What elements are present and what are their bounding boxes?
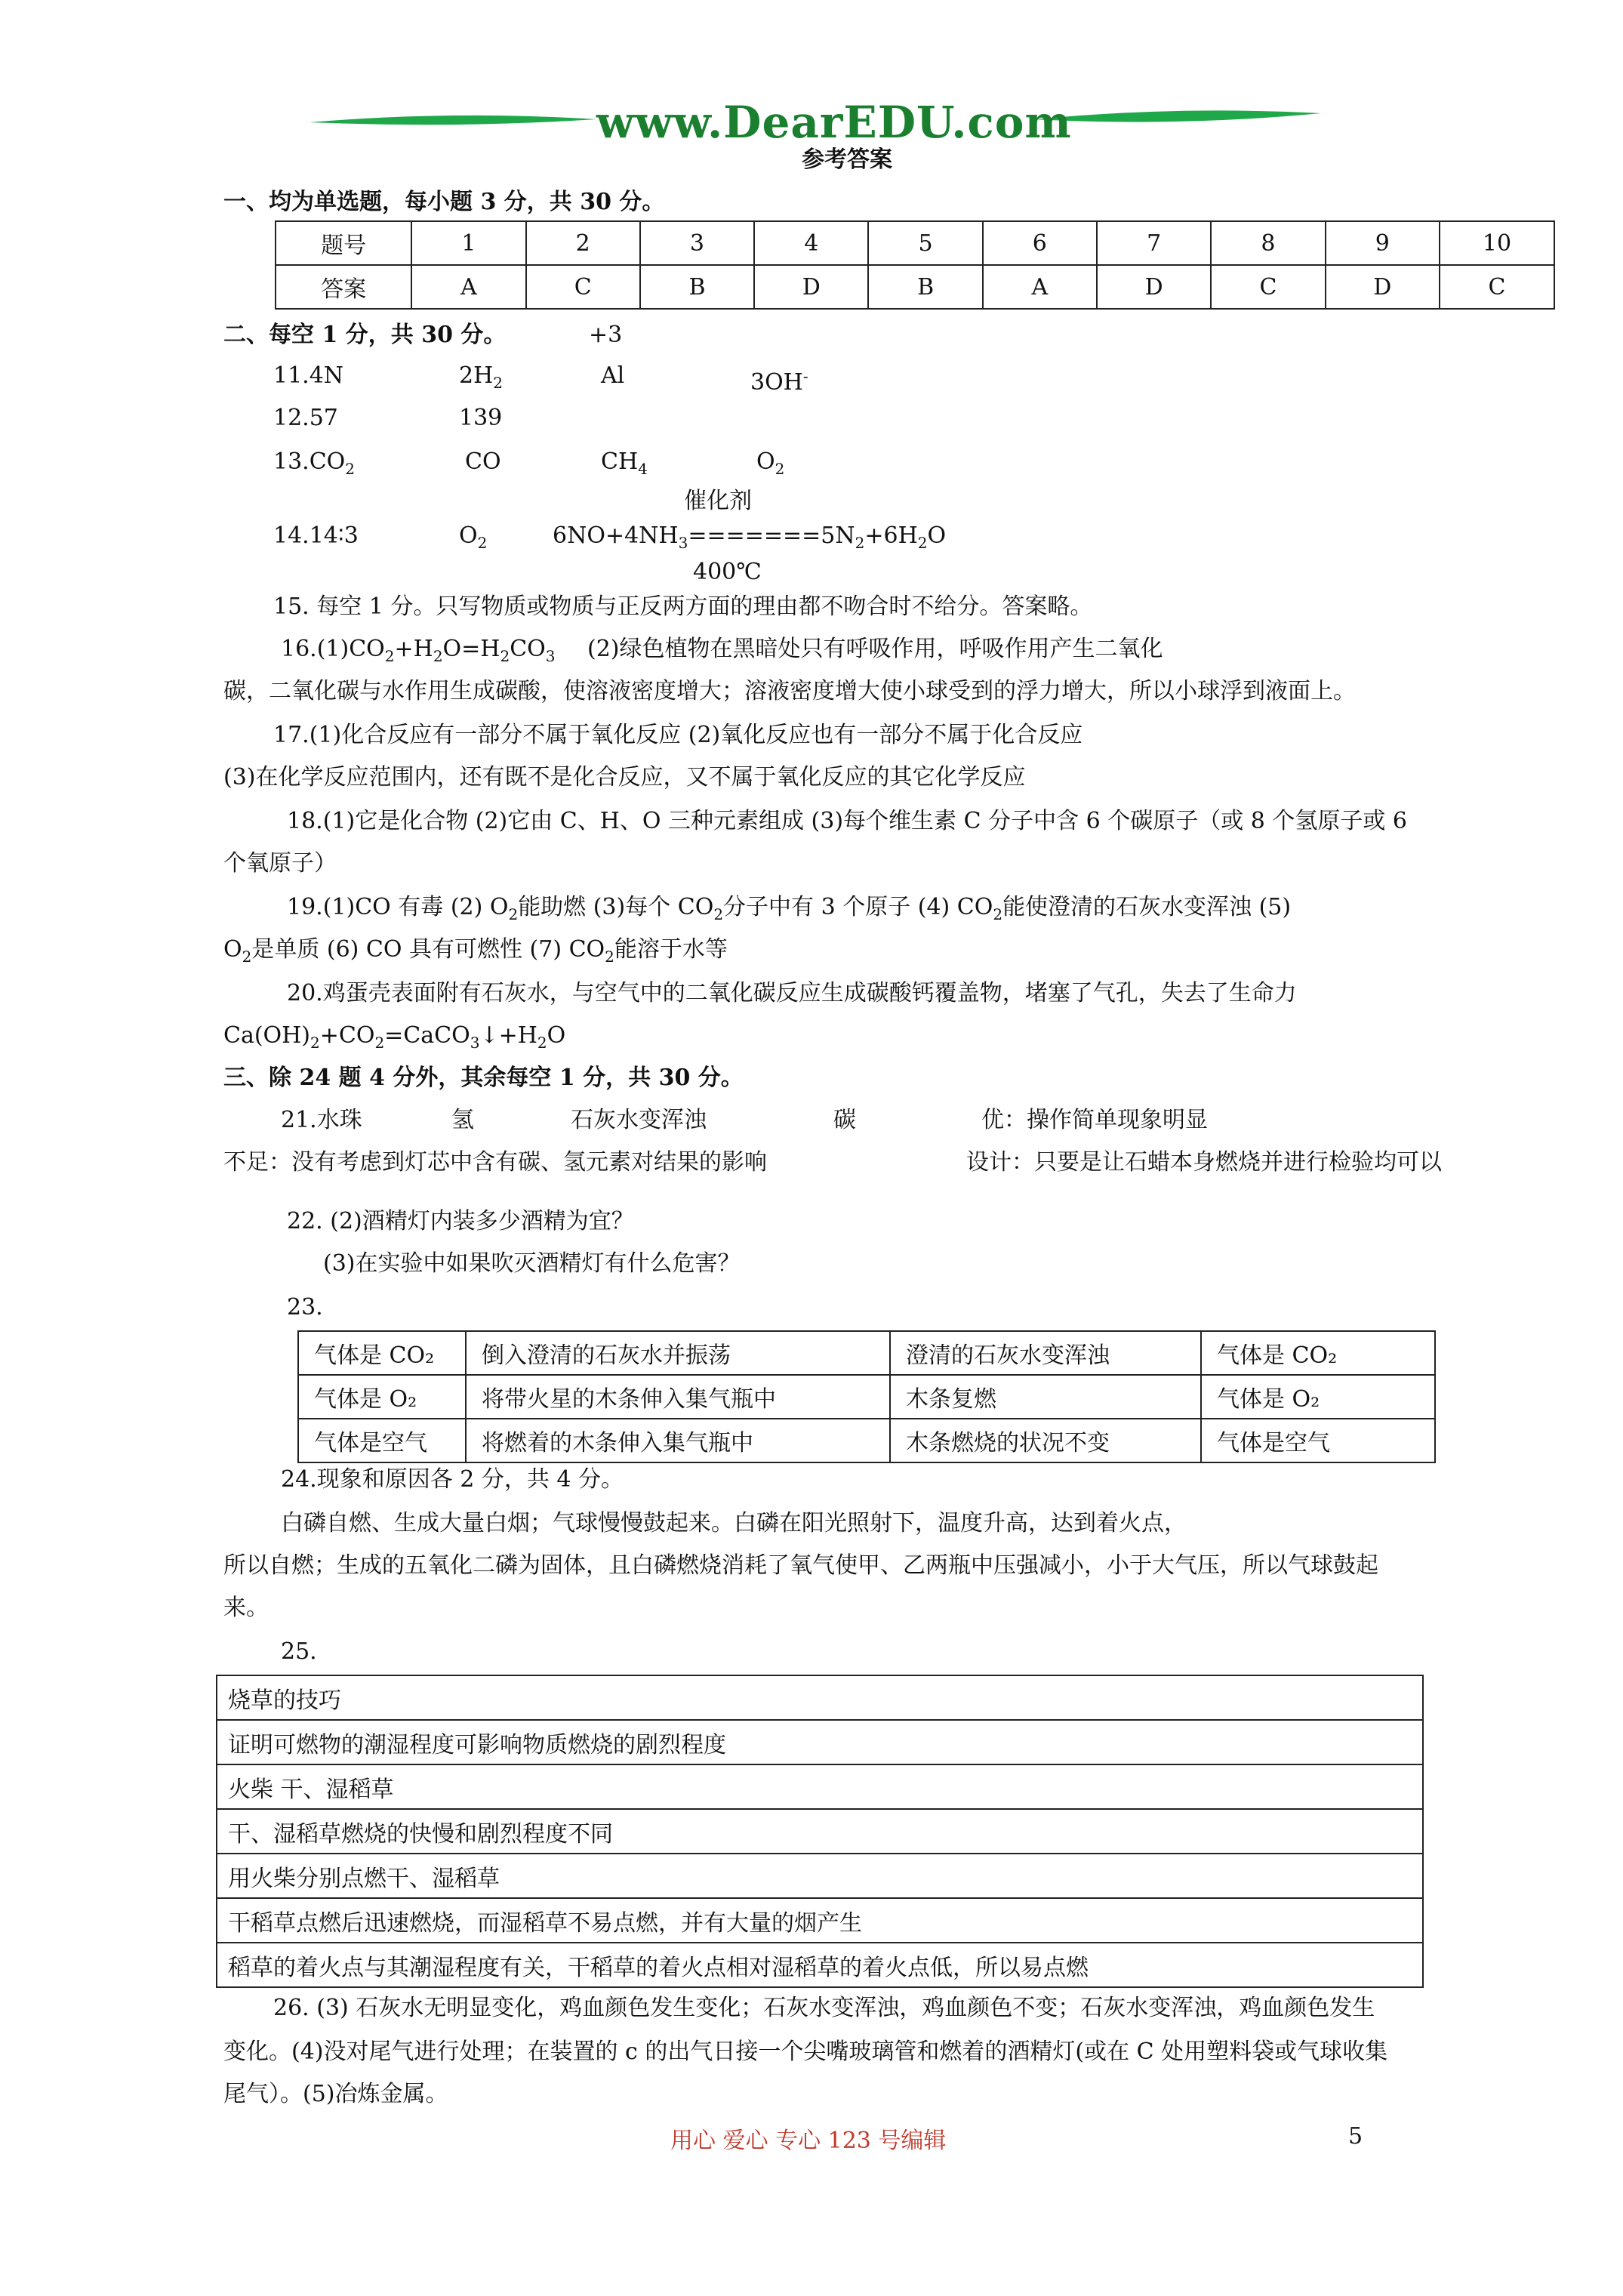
row-label-number: 题号 (276, 221, 411, 265)
table-cell: 木条复燃 (890, 1375, 1201, 1419)
table-row (298, 1375, 1435, 1419)
answer-text: Ca(OH) (223, 1022, 311, 1049)
subscript: 2 (345, 460, 355, 478)
subscript: 2 (242, 948, 252, 966)
row-label-answer: 答案 (276, 265, 411, 309)
answer-11 (273, 361, 343, 391)
answer-13-o2 (756, 447, 784, 484)
answer-text: 19.(1)CO 有毒 (2) O (287, 894, 509, 920)
answer-13 (273, 447, 355, 484)
table-row (217, 1809, 1423, 1854)
table-cell: 澄清的石灰水变浑浊 (890, 1331, 1201, 1375)
answer-23-label: 23. (287, 1294, 323, 1321)
answer-19-line1 (287, 892, 1291, 929)
answer-text: CH (601, 448, 639, 475)
answer-26-line2: 变化。(4)没对尾气进行处理；在装置的 c 的出气日接一个尖嘴玻璃管和燃着的酒精灯(或在 C 处用塑料袋或气球收集 (223, 2039, 1388, 2065)
answer-13-ch4 (601, 447, 648, 484)
answer-14: 14.14∶3 (273, 522, 359, 549)
answer-text: 能使澄清的石灰水变浑浊 (5) (1002, 894, 1292, 920)
answer-16-line1 (281, 634, 555, 671)
subscript: 2 (384, 647, 395, 665)
valence-mark: +3 (589, 322, 623, 348)
answer-text: 11.4N (273, 362, 344, 389)
answer-17-line1: 17.(1)化合反应有一部分不属于氧化反应 (2)氧化反应也有一部分不属于化合反应 (273, 722, 1083, 748)
subscript: 2 (493, 374, 503, 392)
answer-text: O (223, 936, 242, 963)
answer-25-table (216, 1675, 1424, 1988)
header-swoosh-right (1034, 104, 1321, 134)
table-row (217, 1943, 1423, 1987)
table-cell: 气体是空气 (1201, 1419, 1435, 1462)
question-number: 3 (640, 221, 754, 265)
table-cell: 气体是 O₂ (298, 1375, 466, 1419)
answer-text: +CO (319, 1022, 375, 1049)
table-row (217, 1764, 1423, 1809)
subscript: 2 (374, 1034, 385, 1052)
table-cell: 气体是空气 (298, 1419, 466, 1462)
table-cell: 倒入澄清的石灰水并振荡 (466, 1331, 890, 1375)
answer-cell: C (1211, 265, 1325, 309)
answer-text: =======5N (688, 522, 855, 549)
answer-text: O (459, 522, 478, 549)
table-cell: 用火柴分别点燃干、湿稻草 (217, 1854, 1423, 1898)
subscript: 2 (477, 534, 488, 552)
answer-15: 15. 每空 1 分。只写物质或物质与正反两方面的理由都不吻合时不给分。答案略。 (273, 593, 1093, 620)
answer-22-b: (3)在实验中如果吹灭酒精灯有什么危害？ (323, 1250, 741, 1277)
answer-text: 分子中有 3 个原子 (4) CO (723, 894, 993, 920)
table-cell: 木条燃烧的状况不变 (890, 1419, 1201, 1462)
question-number: 4 (754, 221, 868, 265)
answer-21-line2b: 设计：只要是让石蜡本身燃烧并进行检验均可以 (966, 1149, 1442, 1176)
answer-cell: C (526, 265, 640, 309)
subscript: 2 (500, 647, 510, 665)
answer-cell: B (640, 265, 754, 309)
subscript: 2 (310, 1034, 320, 1052)
answer-text: 是单质 (6) CO 具有可燃性 (7) CO (251, 936, 605, 963)
answer-22-a: 22. (2)酒精灯内装多少酒精为宜？ (287, 1208, 634, 1234)
subscript: 2 (855, 534, 865, 552)
answer-24-line2: 白磷自燃、生成大量白烟；气球慢慢鼓起来。白磷在阳光照射下，温度升高，达到着火点， (281, 1510, 1187, 1536)
table-cell: 将燃着的木条伸入集气瓶中 (466, 1419, 890, 1462)
answer-text: +6H (864, 522, 918, 549)
table-row (298, 1331, 1435, 1375)
table-cell: 稻草的着火点与其潮湿程度有关，干稻草的着火点相对湿稻草的着火点低，所以易点燃 (217, 1943, 1423, 1987)
question-number: 10 (1440, 221, 1554, 265)
answer-12-b: 139 (459, 405, 503, 431)
subscript: 2 (917, 534, 928, 552)
page-number: 5 (1348, 2123, 1363, 2150)
answer-21-line2a: 不足：没有考虑到灯芯中含有碳、氢元素对结果的影响 (223, 1149, 767, 1176)
table-cell: 证明可燃物的潮湿程度可影响物质燃烧的剧烈程度 (217, 1720, 1423, 1764)
question-number: 1 (411, 221, 525, 265)
answer-14-o2 (459, 521, 487, 558)
answer-cell: C (1440, 265, 1554, 309)
question-number: 7 (1097, 221, 1211, 265)
answer-26-line1: 26. (3) 石灰水无明显变化，鸡血颜色发生变化；石灰水变浑浊，鸡血颜色不变；石灰水变浑浊，鸡血颜色发生 (273, 1995, 1375, 2021)
table-row (217, 1675, 1423, 1720)
table-row (276, 265, 1554, 309)
answer-text: O (756, 448, 775, 475)
answer-24-line1: 24.现象和原因各 2 分，共 4 分。 (281, 1466, 624, 1493)
subscript: 2 (433, 647, 443, 665)
answer-cell: D (1097, 265, 1211, 309)
site-logo: www.DearEDU.com (596, 97, 1072, 148)
table-cell: 气体是 O₂ (1201, 1375, 1435, 1419)
answer-21-b: 氢 (451, 1107, 474, 1133)
answer-text: +H (394, 636, 433, 662)
answer-20-line2 (223, 1021, 565, 1058)
answer-text: O=H (442, 636, 500, 662)
table-cell: 烧草的技巧 (217, 1675, 1423, 1720)
table-cell: 气体是 CO₂ (298, 1331, 466, 1375)
answer-14-equation (553, 521, 946, 558)
question-number: 2 (526, 221, 640, 265)
answer-text: CO (510, 636, 546, 662)
superscript: - (802, 367, 808, 385)
table-row (217, 1854, 1423, 1898)
question-number: 5 (868, 221, 982, 265)
table-cell: 干稻草点燃后迅速燃烧，而湿稻草不易点燃，并有大量的烟产生 (217, 1898, 1423, 1943)
answer-16-line2: 碳，二氧化碳与水作用生成碳酸，使溶液密度增大；溶液密度增大使小球受到的浮力增大，所以小球浮到液面上。 (223, 678, 1356, 704)
answer-23-table (297, 1330, 1436, 1463)
table-cell: 气体是 CO₂ (1201, 1331, 1435, 1375)
answer-text: 能溶于水等 (614, 936, 728, 963)
subscript: 3 (678, 534, 688, 552)
answer-19-line2 (223, 935, 728, 972)
answer-table (275, 220, 1555, 310)
answer-cell: D (754, 265, 868, 309)
answer-text: 16.(1)CO (281, 636, 385, 662)
subscript: 2 (537, 1034, 547, 1052)
table-row (298, 1419, 1435, 1462)
table-row (217, 1898, 1423, 1943)
subscript: 3 (470, 1034, 480, 1052)
subscript: 2 (508, 905, 519, 923)
table-cell: 火柴 干、湿稻草 (217, 1764, 1423, 1809)
table-row (217, 1720, 1423, 1764)
footer-editor-note: 用心 爱心 专心 123 号编辑 (670, 2128, 947, 2154)
question-number: 9 (1326, 221, 1440, 265)
table-cell: 干、湿稻草燃烧的快慢和剧烈程度不同 (217, 1809, 1423, 1854)
answer-cell: B (868, 265, 982, 309)
table-cell: 将带火星的木条伸入集气瓶中 (466, 1375, 890, 1419)
answer-text: ↓+H (479, 1022, 537, 1049)
question-number: 8 (1211, 221, 1325, 265)
section2-heading: 二、每空 1 分，共 30 分。 (223, 322, 507, 348)
section3-heading: 三、除 24 题 4 分外，其余每空 1 分，共 30 分。 (223, 1065, 744, 1091)
answer-21-a: 21.水珠 (281, 1107, 362, 1133)
subscript: 2 (993, 905, 1003, 923)
question-number: 6 (983, 221, 1097, 265)
header-swoosh-left (310, 106, 596, 136)
answer-text: =CaCO (384, 1022, 470, 1049)
answer-20-line1: 20.鸡蛋壳表面附有石灰水，与空气中的二氧化碳反应生成碳酸钙覆盖物，堵塞了气孔，失去了生命力 (287, 980, 1297, 1006)
subscript: 2 (775, 460, 785, 478)
answer-text: 13.CO (273, 448, 346, 475)
answer-text: 能助燃 (3)每个 CO (518, 894, 714, 920)
answer-24-line3: 所以自燃；生成的五氧化二磷为固体，且白磷燃烧消耗了氧气使甲、乙两瓶中压强减小，小于大气压，所以气球鼓起 (223, 1552, 1378, 1579)
answer-11-oh (750, 361, 808, 398)
answer-17-line2: (3)在化学反应范围内，还有既不是化合反应，又不属于氧化反应的其它化学反应 (223, 764, 1026, 791)
page-title: 参考答案 (802, 146, 892, 173)
answer-cell: D (1326, 265, 1440, 309)
subscript: 4 (638, 460, 648, 478)
answer-25-label: 25. (281, 1638, 317, 1665)
answer-18-line1: 18.(1)它是化合物 (2)它由 C、H、O 三种元素组成 (3)每个维生素 C 分子中含 6 个碳原子（或 8 个氢原子或 6 (287, 808, 1408, 834)
answer-21-d: 碳 (833, 1107, 856, 1133)
answer-26-line3: 尾气）。(5)冶炼金属。 (223, 2081, 448, 2107)
subscript: 2 (605, 948, 614, 966)
subscript: 2 (713, 905, 724, 923)
answer-cell: A (983, 265, 1097, 309)
answer-text: O (547, 1022, 566, 1049)
answer-18-line2: 个氧原子） (223, 850, 337, 877)
answer-text: 6NO+4NH (553, 522, 679, 549)
catalyst-label: 催化剂 (684, 488, 752, 514)
answer-text: O (927, 522, 947, 549)
answer-text: 2H (459, 362, 494, 389)
answer-cell: A (411, 265, 525, 309)
answer-text: 3OH (750, 369, 803, 396)
answer-11-al: Al (601, 362, 625, 389)
subscript: 3 (545, 647, 556, 665)
answer-13-co: CO (465, 448, 501, 475)
answer-12: 12.57 (273, 405, 338, 431)
answer-24-line4: 来。 (223, 1595, 269, 1621)
temperature-label: 400℃ (693, 559, 762, 585)
answer-21-c: 石灰水变浑浊 (571, 1107, 707, 1133)
answer-11-h2 (459, 361, 503, 398)
answer-16-part2: (2)绿色植物在黑暗处只有呼吸作用，呼吸作用产生二氧化 (587, 636, 1163, 662)
table-row (276, 221, 1554, 265)
section1-heading: 一、均为单选题，每小题 3 分，共 30 分。 (223, 189, 665, 215)
answer-21-e: 优：操作简单现象明显 (981, 1107, 1208, 1133)
